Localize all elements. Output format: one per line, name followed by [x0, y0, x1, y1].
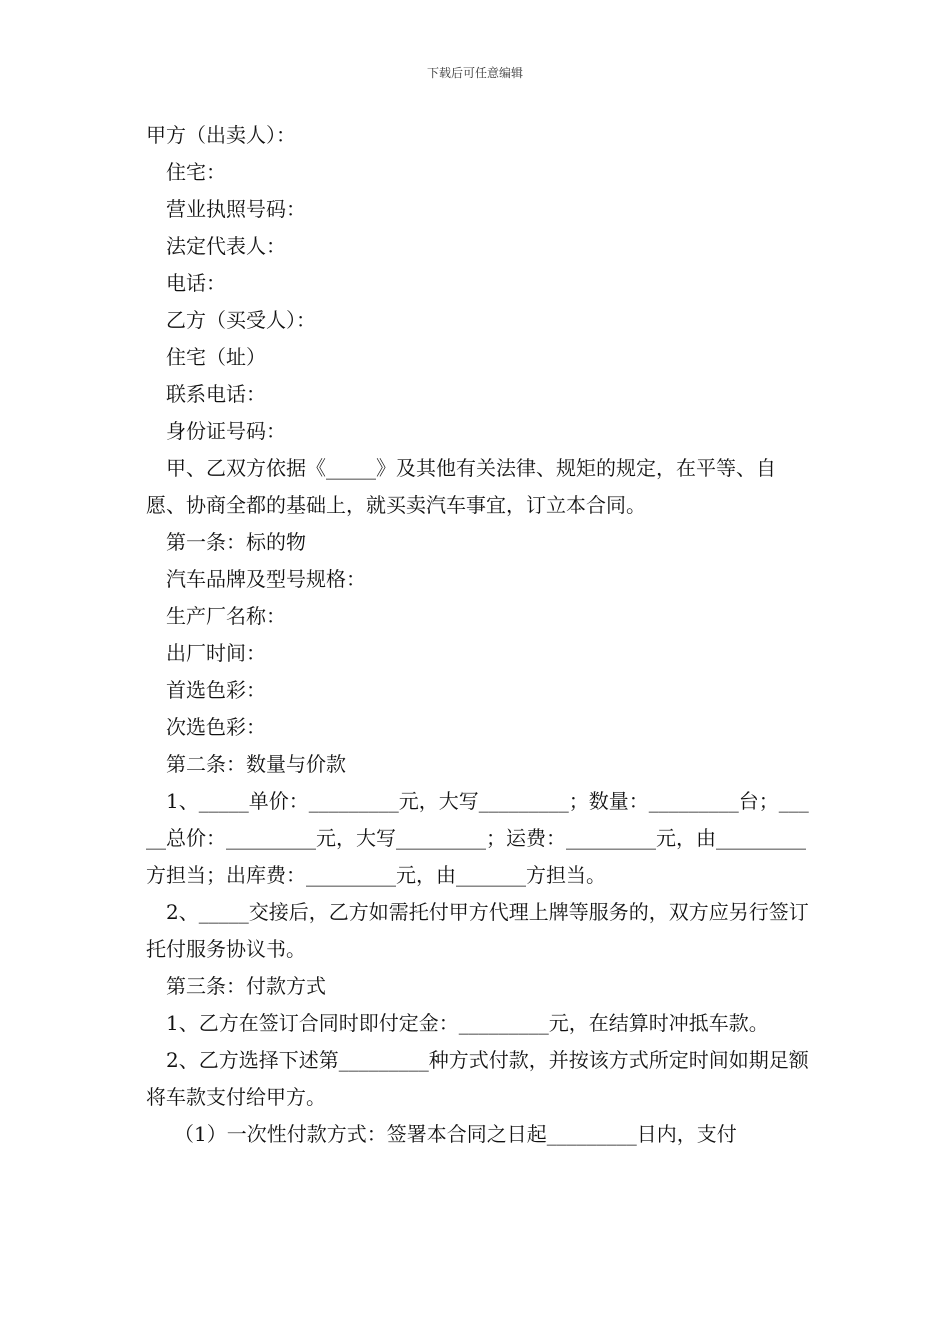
- seller-address: 住宅：: [166, 160, 226, 184]
- buyer-id-number: 身份证号码：: [166, 419, 286, 443]
- car-brand-model: 汽车品牌及型号规格：: [166, 567, 366, 591]
- article-1-heading: 第一条：标的物: [166, 530, 306, 554]
- buyer-phone: 联系电话：: [166, 382, 266, 406]
- manufacture-date: 出厂时间：: [166, 641, 266, 665]
- article-3-heading: 第三条：付款方式: [166, 974, 326, 998]
- payment-method-lump-sum: （1）一次性付款方式：签署本合同之日起_________日内，支付: [174, 1122, 737, 1146]
- buyer-address: 住宅（址）: [166, 345, 266, 369]
- primary-color: 首选色彩：: [166, 678, 266, 702]
- seller-license-number: 营业执照号码：: [166, 197, 306, 221]
- seller-legal-representative: 法定代表人：: [166, 234, 286, 258]
- secondary-color: 次选色彩：: [166, 715, 266, 739]
- contract-preamble: 甲、乙双方依据《_____》及其他有关法律、规矩的规定，在平等、自愿、协商全都的基础上，就买卖汽车事宜，订立本合同。: [146, 456, 776, 517]
- buyer-heading: 乙方（买受人）：: [166, 308, 316, 332]
- manufacturer-name: 生产厂名称：: [166, 604, 286, 628]
- article-2-heading: 第二条：数量与价款: [166, 752, 346, 776]
- payment-clause-2: 2、乙方选择下述第_________种方式付款，并按该方式所定时间如期足额将车款支付给甲方。: [146, 1048, 809, 1109]
- payment-clause-1: 1、乙方在签订合同时即付定金：_________元，在结算时冲抵车款。: [166, 1011, 769, 1035]
- price-clause-1: 1、_____单价：_________元，大写_________；数量：_________台；_____总价：_________元，大写_________；运费：_________元，由_________方担当；出库费：_________元，由_______方担当。: [146, 789, 809, 887]
- contract-body: [146, 117, 810, 1153]
- seller-heading: 甲方（出卖人）：: [146, 123, 296, 147]
- page-header: 下载后可任意编辑: [426, 66, 523, 80]
- price-clause-2: 2、_____交接后，乙方如需托付甲方代理上牌等服务的，双方应另行签订托付服务协议书。: [146, 900, 809, 961]
- seller-phone: 电话：: [166, 271, 226, 295]
